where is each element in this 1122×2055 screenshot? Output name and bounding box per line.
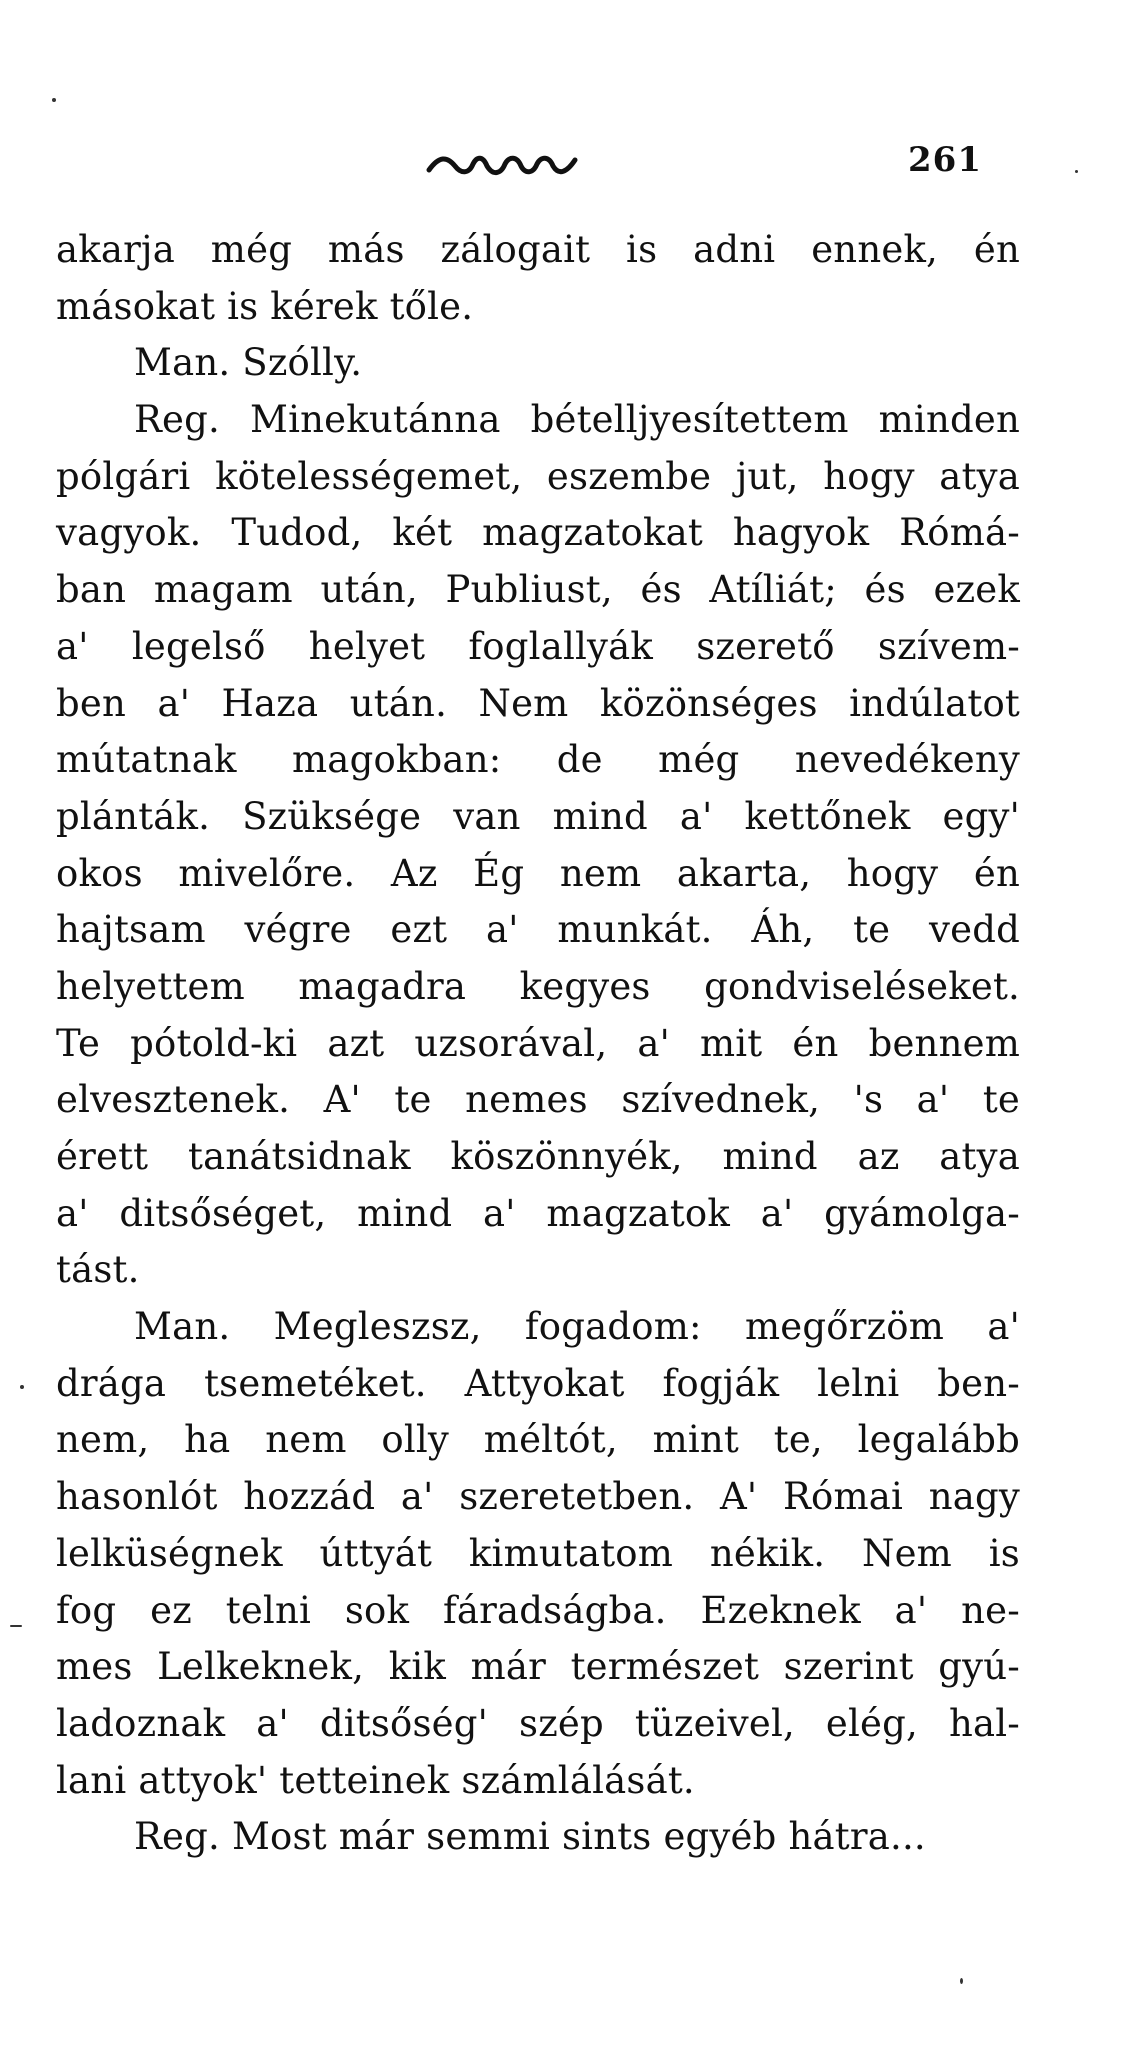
text-line: ben a' Haza után. Nem közönséges indúlatot	[56, 681, 1020, 725]
text-line: Man. Megleszsz, fogadom: megőrzöm a'	[134, 1305, 1020, 1349]
text-line: lani attyok' tetteinek számlálását.	[56, 1758, 695, 1802]
wavy-ornament-icon	[425, 150, 585, 180]
text-line: okos mivelőre. Az Ég nem akarta, hogy én	[56, 851, 1020, 895]
text-line: vagyok. Tudod, két magzatokat hagyok Rómá-	[56, 511, 1020, 555]
text-line: pólgári kötelességemet, eszembe jut, hogy atya	[56, 454, 1020, 498]
text-line: mes Lelkeknek, kik már természet szerint gyú-	[56, 1645, 1020, 1689]
text-line: Te pótold-ki azt uzsorával, a' mit én bennem	[56, 1021, 1020, 1065]
text-line: Reg. Minekutánna bételljyesítettem minden	[134, 398, 1020, 442]
page-number: 261	[908, 140, 982, 180]
text-line: mútatnak magokban: de még nevedékeny	[56, 738, 1020, 782]
text-line: Reg. Most már semmi sints egyéb hátra...	[134, 1815, 926, 1859]
text-line: érett tanátsidnak köszönnyék, mind az atya	[56, 1135, 1020, 1178]
text-line: ban magam után, Publiust, és Atíliát; és ezek	[56, 568, 1020, 612]
text-line: hasonlót hozzád a' szeretetben. A' Római nagy	[56, 1475, 1020, 1519]
body-text	[56, 222, 1020, 1866]
text-line: ladoznak a' ditsőség' szép tüzeivel, elég, hal-	[56, 1701, 1020, 1745]
text-line: helyettem magadra kegyes gondviseléseket.	[56, 964, 1020, 1008]
text-line: lelküségnek úttyát kimutatom nékik. Nem is	[56, 1531, 1020, 1575]
text-line: fog ez telni sok fáradságba. Ezeknek a' ne-	[56, 1588, 1020, 1632]
text-line: elvesztenek. A' te nemes szívednek, 's a' te	[56, 1078, 1020, 1122]
text-line: akarja még más zálogait is adni ennek, én	[56, 228, 1020, 271]
text-line: a' legelső helyet foglallyák szerető szívem-	[56, 624, 1020, 668]
text-line: tást.	[56, 1248, 140, 1292]
text-line: plánták. Szüksége van mind a' kettőnek egy'	[56, 794, 1020, 838]
text-line: Man. Szólly.	[134, 341, 363, 385]
text-line: nem, ha nem olly méltót, mint te, legalább	[56, 1418, 1020, 1462]
text-line: hajtsam végre ezt a' munkát. Áh, te vedd	[56, 908, 1020, 952]
text-line: másokat is kérek tőle.	[56, 284, 474, 328]
text-line: a' ditsőséget, mind a' magzatok a' gyámolga-	[56, 1191, 1020, 1235]
text-line: drága tsemetéket. Attyokat fogják lelni ben-	[56, 1361, 1020, 1405]
